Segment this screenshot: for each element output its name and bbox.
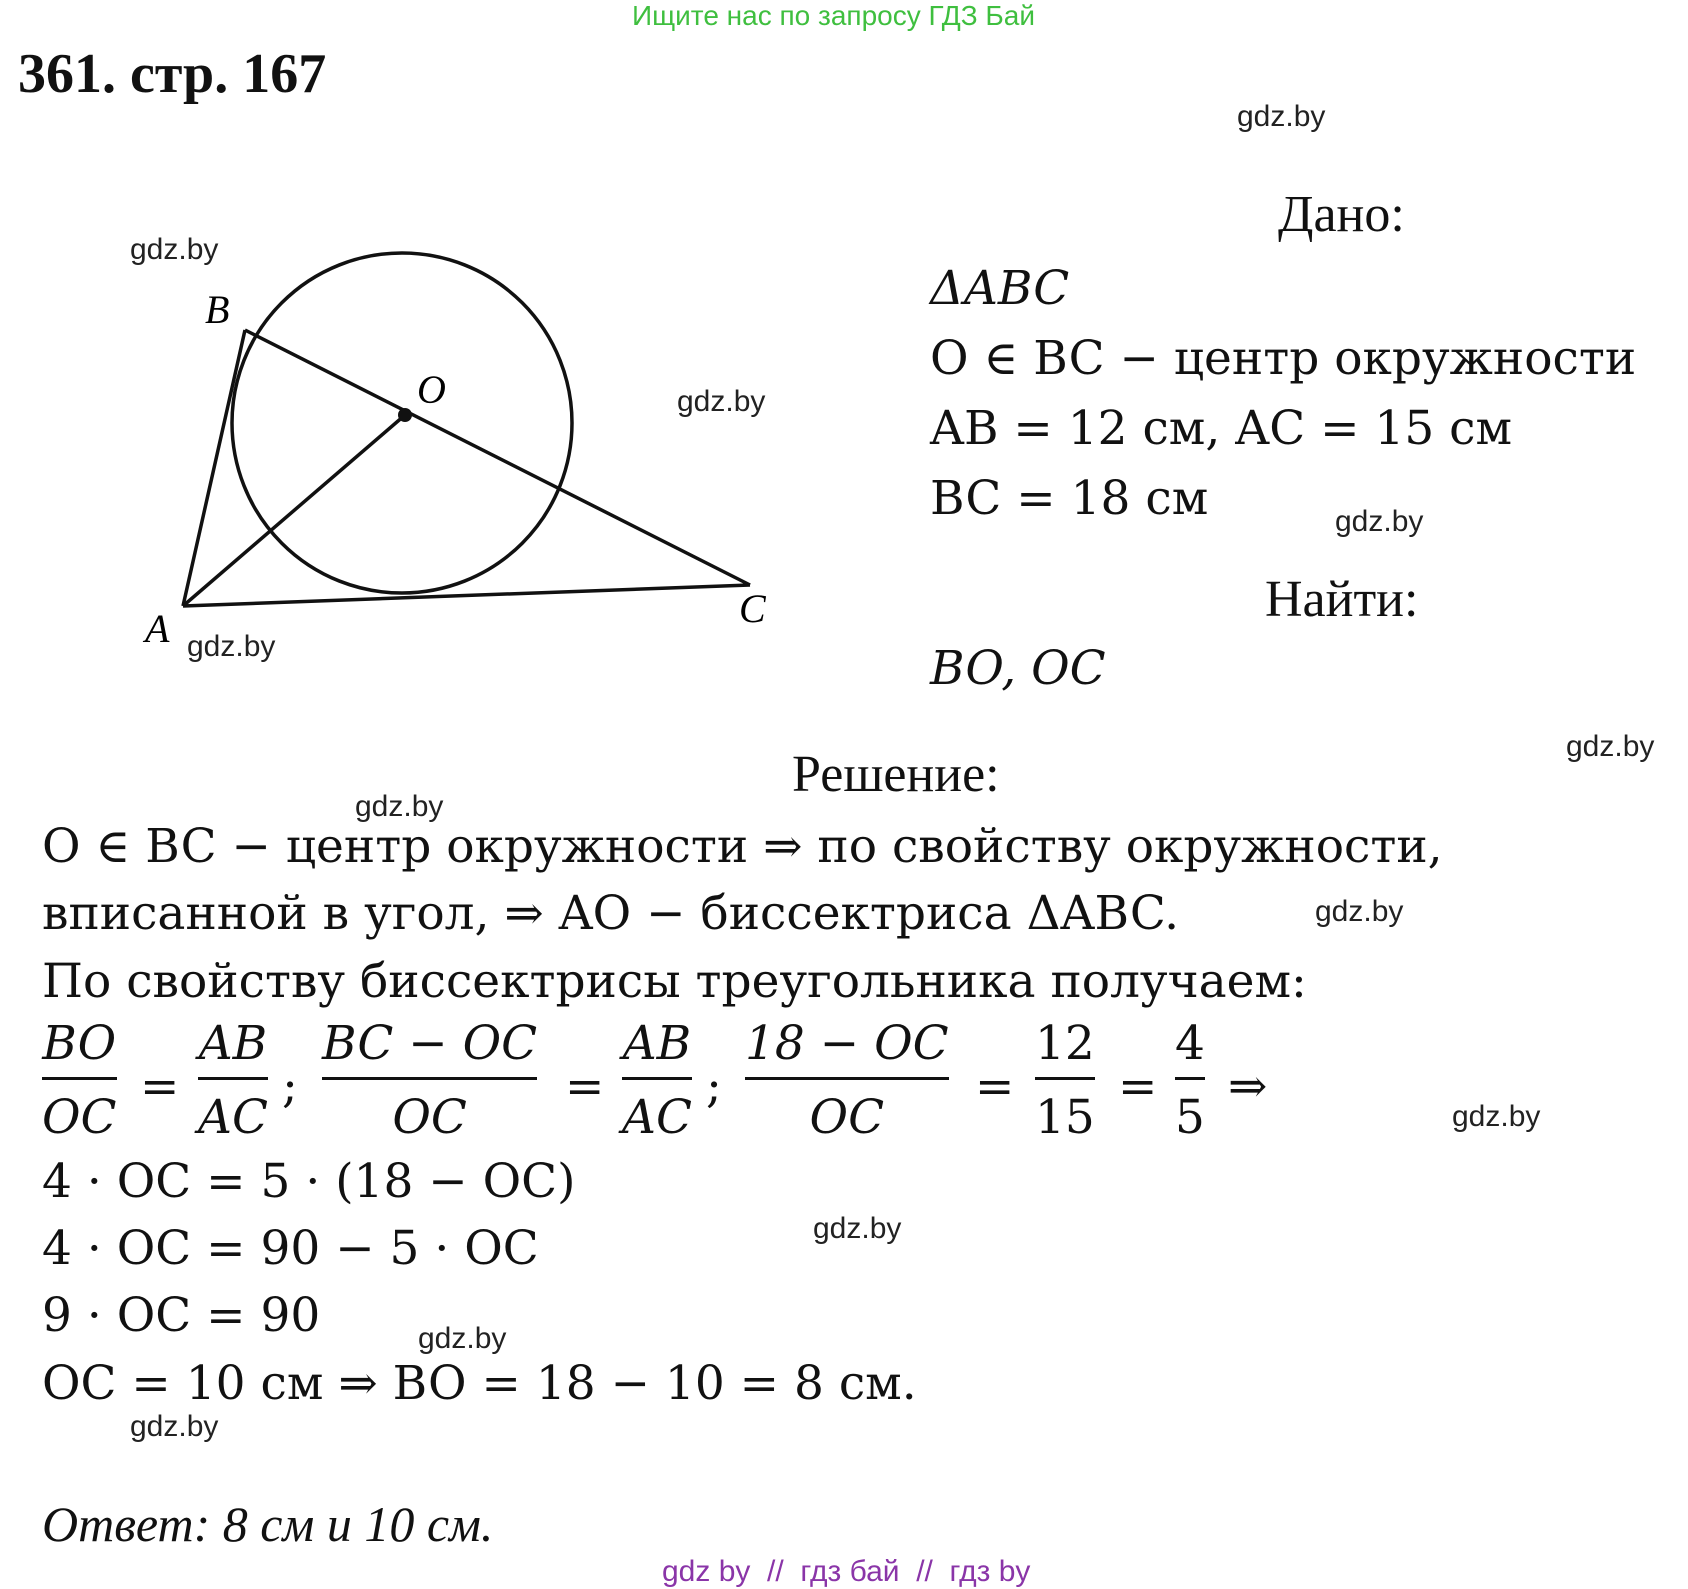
equals-sign: = bbox=[1118, 1059, 1158, 1114]
semicolon: ; bbox=[706, 1059, 722, 1114]
exercise-title: 361. стр. 167 bbox=[18, 43, 327, 105]
segment-ao bbox=[183, 415, 405, 606]
fraction-ab-ac bbox=[198, 1016, 268, 1145]
fraction-numerator: 4 bbox=[1175, 1016, 1205, 1071]
equals-sign: = bbox=[975, 1059, 1015, 1114]
center-label-o: O bbox=[417, 367, 446, 412]
watermark: gdz.by bbox=[187, 630, 276, 663]
fraction-numerator: AB bbox=[622, 1016, 692, 1071]
fraction-4-5 bbox=[1175, 1016, 1205, 1145]
fraction-denominator: 5 bbox=[1175, 1090, 1205, 1145]
fraction-12-15 bbox=[1035, 1016, 1095, 1145]
fraction-denominator: 15 bbox=[1035, 1090, 1095, 1145]
vertex-label-c: C bbox=[739, 586, 766, 631]
inscribed-circle bbox=[232, 253, 572, 593]
given-line: BC = 18 см bbox=[930, 471, 1209, 526]
watermark: gdz.by bbox=[1566, 730, 1655, 763]
solution-step: 4 · OC = 90 − 5 · OC bbox=[42, 1221, 539, 1276]
vertex-label-a: A bbox=[145, 606, 170, 651]
fraction-ab-ac bbox=[622, 1016, 692, 1145]
fraction-18-minus-oc bbox=[745, 1016, 949, 1145]
solution-line: По свойству биссектрисы треугольника получаем: bbox=[42, 954, 1307, 1009]
find-value: BO, OC bbox=[930, 641, 1106, 696]
solution-step: 4 · OC = 5 · (18 − OC) bbox=[42, 1154, 576, 1209]
fraction-denominator: AC bbox=[622, 1090, 692, 1145]
fraction-denominator: OC bbox=[42, 1090, 117, 1145]
watermark: gdz.by bbox=[677, 385, 766, 418]
solution-line: O ∈ BC − центр окружности ⇒ по свойству окружности, bbox=[42, 819, 1443, 874]
side-ab bbox=[183, 330, 245, 606]
fraction-denominator: OC bbox=[809, 1090, 885, 1145]
fraction-numerator: 12 bbox=[1035, 1016, 1095, 1071]
equals-sign: = bbox=[565, 1059, 605, 1114]
fraction-numerator: BC − OC bbox=[322, 1016, 538, 1071]
side-bc bbox=[245, 330, 750, 585]
footer-links[interactable]: gdz by // гдз бай // гдз by bbox=[662, 1555, 1031, 1588]
watermark: gdz.by bbox=[418, 1322, 507, 1355]
fraction-numerator: BO bbox=[42, 1016, 117, 1071]
watermark: gdz.by bbox=[1237, 100, 1326, 133]
answer: Ответ: 8 см и 10 см. bbox=[42, 1496, 494, 1552]
vertex-label-b: B bbox=[205, 287, 230, 332]
fraction-denominator: OC bbox=[392, 1090, 467, 1145]
triangle-circle-figure bbox=[130, 230, 810, 670]
fraction-bc-minus-oc bbox=[322, 1016, 538, 1145]
equals-sign: = bbox=[140, 1059, 180, 1114]
watermark: gdz.by bbox=[1335, 505, 1424, 538]
fraction-numerator: 18 − OC bbox=[745, 1016, 949, 1071]
fraction-numerator: AB bbox=[198, 1016, 268, 1071]
given-line: AB = 12 см, AC = 15 см bbox=[930, 401, 1513, 456]
watermark: gdz.by bbox=[813, 1212, 902, 1245]
given-line: ΔABC bbox=[930, 261, 1070, 316]
watermark: gdz.by bbox=[130, 233, 219, 266]
side-ac bbox=[183, 585, 750, 606]
solution-header: Решение: bbox=[792, 746, 1000, 803]
semicolon: ; bbox=[282, 1059, 298, 1114]
watermark: gdz.by bbox=[130, 1410, 219, 1443]
implies-sign: ⇒ bbox=[1228, 1059, 1268, 1114]
search-banner: Ищите нас по запросу ГДЗ Бай bbox=[632, 0, 1036, 31]
solution-line: вписанной в угол, ⇒ AO − биссектриса ΔABC. bbox=[42, 886, 1180, 941]
center-point-o bbox=[398, 408, 412, 422]
watermark: gdz.by bbox=[1452, 1100, 1541, 1133]
watermark: gdz.by bbox=[355, 790, 444, 823]
fraction-denominator: AC bbox=[198, 1090, 268, 1145]
solution-step: 9 · OC = 90 bbox=[42, 1288, 321, 1343]
solution-step: OC = 10 см ⇒ BO = 18 − 10 = 8 см. bbox=[42, 1356, 917, 1411]
watermark: gdz.by bbox=[1315, 895, 1404, 928]
fraction-bo-oc bbox=[42, 1016, 117, 1145]
given-line: O ∈ BC − центр окружности bbox=[930, 331, 1637, 386]
given-header: Дано: bbox=[1278, 186, 1405, 243]
find-header: Найти: bbox=[1265, 571, 1419, 628]
